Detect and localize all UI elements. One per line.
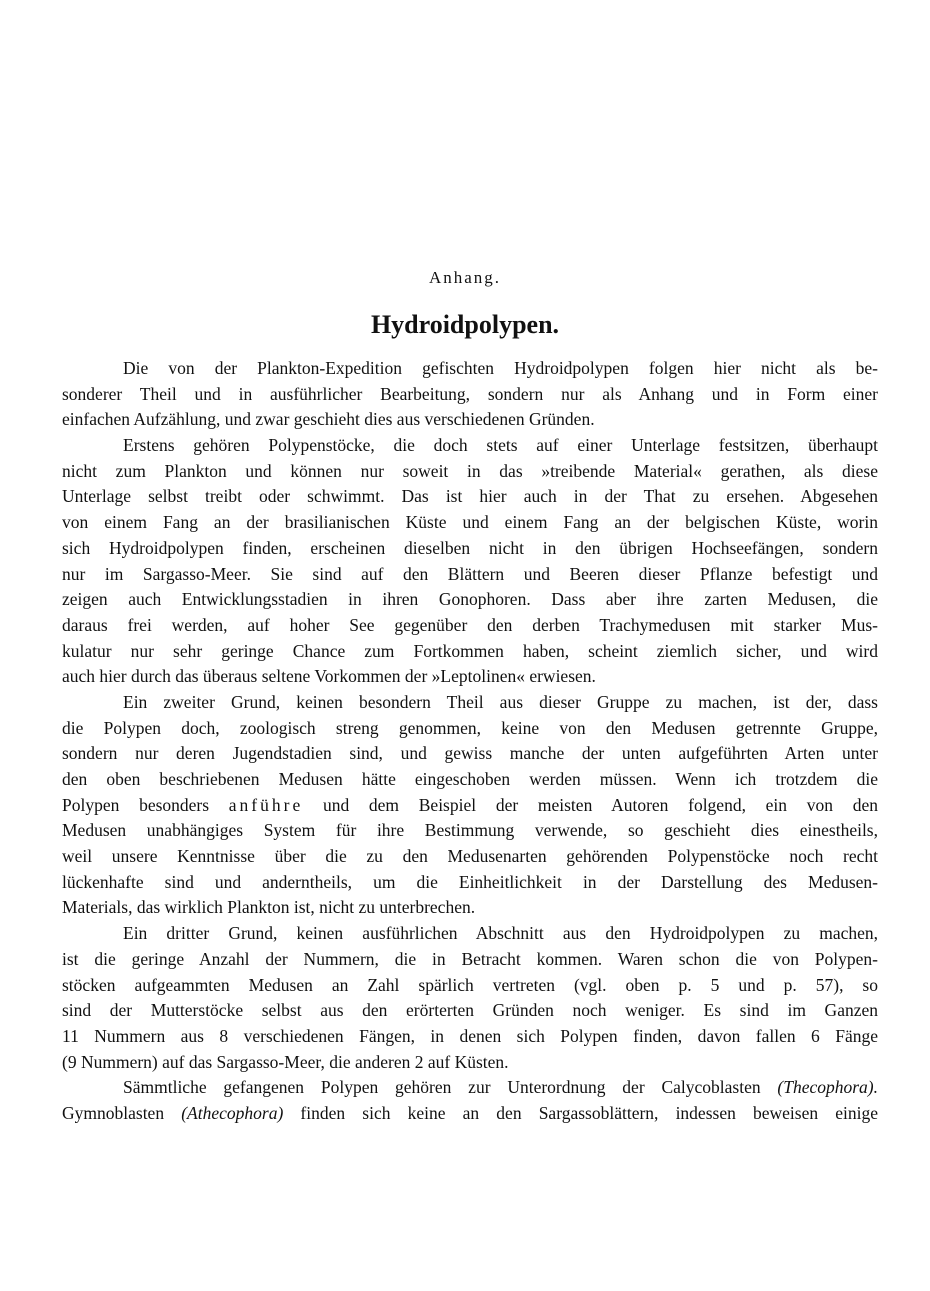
text-segment: Sämmtliche gefangenen Polypen gehören zur Unterordnung der Calycoblasten [123,1077,761,1098]
text-line: Medusen unabhängiges System für ihre Bestimmung verwende, so geschieht dies einestheils, [62,820,878,841]
text-line [62,1075,878,1101]
text-line: einfachen Aufzählung, und zwar geschieht dies aus verschiedenen Gründen. [62,409,595,430]
text-line: sondern nur deren Jugendstadien sind, und gewiss manche der unten aufgeführten Arten unter [62,743,878,764]
text-line: zeigen auch Entwicklungsstadien in ihren Gonophoren. Dass aber ihre zarten Medusen, die [62,589,878,610]
emphasized-word: anführe [228,794,304,815]
body-text [62,356,878,1127]
text-segment: Gymnoblasten [62,1102,165,1123]
paragraph-1 [62,356,878,433]
text-line: (9 Nummern) auf das Sargasso-Meer, die anderen 2 auf Küsten. [62,1051,509,1072]
text-line: auch hier durch das überaus seltene Vorkommen der »Leptolinen« erwiesen. [62,666,596,687]
text-line: Ein zweiter Grund, keinen besondern Theil aus dieser Gruppe zu machen, ist der, dass [123,691,878,712]
text-line: Unterlage selbst treibt oder schwimmt. Das ist hier auch in der That zu ersehen. Abgesehen [62,486,878,507]
paragraph-3 [62,690,878,921]
text-line: Materials, das wirklich Plankton ist, nicht zu unterbrechen. [62,897,476,918]
text-line: den oben beschriebenen Medusen hätte eingeschoben werden müssen. Wenn ich trotzdem die [62,769,878,789]
text-line: sind der Mutterstöcke selbst aus den erörterten Gründen noch weniger. Es sind im Ganzen [62,1000,878,1021]
italic-term: (Athecophora) [181,1102,284,1123]
text-line: daraus frei werden, auf hoher See gegenüber den derben Trachymedusen mit starker Mus- [62,614,878,635]
text-line: weil unsere Kenntnisse über die zu den Medusenarten gehörenden Polypenstöcke noch recht [62,846,878,867]
text-segment: und dem Beispiel der meisten Autoren folgend, ein von den [322,794,878,815]
text-line: sonderer Theil und in ausführlicher Bearbeitung, sondern nur als Anhang und in Form einer [62,383,878,404]
text-line: nicht zum Plankton und können nur soweit in das »treibende Material« gerathen, als diese [62,460,878,481]
paragraph-5 [62,1075,878,1126]
text-line: von einem Fang an der brasilianischen Küste und einem Fang an der belgischen Küste, worin [62,512,878,533]
section-label: Anhang. [428,268,502,287]
text-line: Ein dritter Grund, keinen ausführlichen Abschnitt aus den Hydroidpolypen zu machen, [123,923,878,944]
text-segment: finden sich keine an den Sargassoblättern, indessen beweisen einige [300,1102,878,1123]
text-line: ist die geringe Anzahl der Nummern, die in Betracht kommen. Waren schon die von Polypen- [62,948,878,969]
text-line: sich Hydroidpolypen finden, erscheinen dieselben nicht in den übrigen Hochseefängen, sondern [62,537,878,558]
text-segment: Polypen besonders [62,794,210,815]
text-line: Die von der Plankton-Expedition gefischten Hydroidpolypen folgen hier nicht als be- [123,358,878,378]
text-line: 11 Nummern aus 8 verschiedenen Fängen, in denen sich Polypen finden, davon fallen 6 Fänge [62,1025,878,1046]
text-line [62,793,878,819]
text-line: lückenhafte sind und anderntheils, um die Einheitlichkeit in der Darstellung des Medusen- [62,871,878,892]
text-line: kulatur nur sehr geringe Chance zum Fortkommen haben, scheint ziemlich sicher, und wird [62,640,878,661]
text-line: nur im Sargasso-Meer. Sie sind auf den Blättern und Beeren dieser Pflanze befestigt und [62,563,878,584]
text-line: Erstens gehören Polypenstöcke, die doch stets auf einer Unterlage festsitzen, überhaupt [123,435,878,456]
text-line: stöcken aufgeammten Medusen an Zahl spärlich vertreten (vgl. oben p. 5 und p. 57), so [62,974,878,995]
italic-term: (Thecophora). [777,1077,879,1098]
page-title: Hydroidpolypen. [370,310,560,339]
text-line: die Polypen doch, zoologisch streng genommen, keine von den Medusen getrennte Gruppe, [62,717,878,738]
text-line [62,1101,878,1127]
paragraph-4 [62,921,878,1075]
paragraph-2 [62,433,878,690]
